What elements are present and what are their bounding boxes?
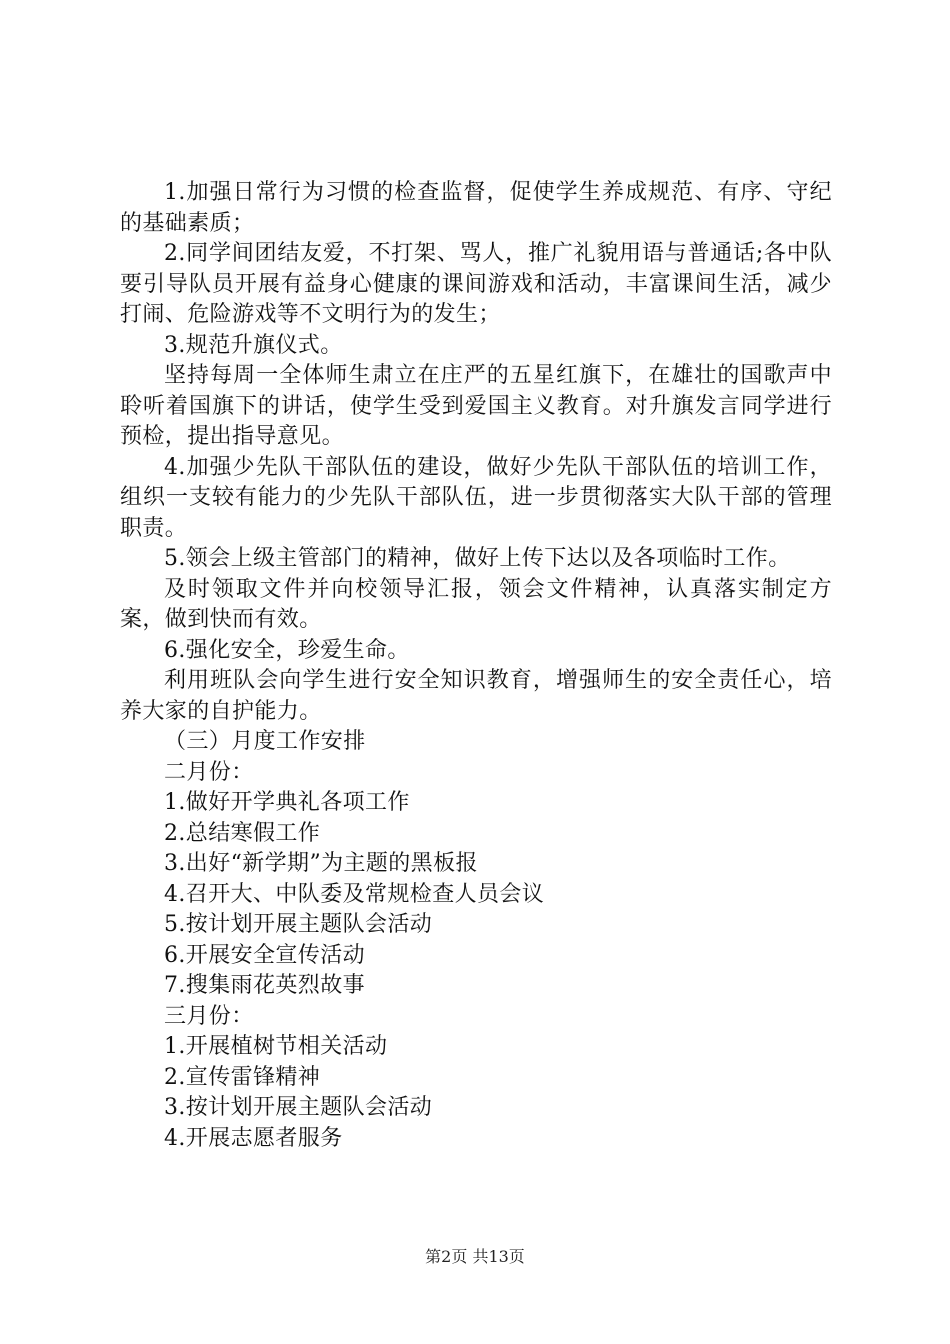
page-number-footer: 第2页 共13页 (425, 1247, 525, 1266)
paragraph-2: 2.同学间团结友爱，不打架、骂人，推广礼貌用语与普通话;各中队要引导队员开展有益身心健康的课间游戏和活动，丰富课间生活，减少打闹、危险游戏等不文明行为的发生； (120, 241, 832, 327)
list-item: 1.做好开学典礼各项工作 (164, 790, 410, 815)
paragraph-7: 及时领取文件并向校领导汇报，领会文件精神，认真落实制定方案，做到快而有效。 (120, 576, 832, 632)
paragraph-3: 3.规范升旗仪式。 (164, 332, 343, 358)
paragraph-6: 5.领会上级主管部门的精神，做好上传下达以及各项临时工作。 (164, 546, 791, 571)
paragraph-4: 坚持每周一全体师生肃立在庄严的五星红旗下，在雄壮的国歌声中聆听着国旗下的讲话，使学生受到爱国主义教育。对升旗发言同学进行预检，提出指导意见。 (120, 363, 832, 449)
list-item: 7.搜集雨花英烈故事 (164, 973, 365, 998)
month-heading-february: 二月份： (164, 759, 254, 785)
month-heading-march: 三月份： (164, 1003, 254, 1029)
list-item: 6.开展安全宣传活动 (164, 942, 365, 968)
list-item: 4.开展志愿者服务 (164, 1125, 343, 1151)
paragraph-9: 利用班队会向学生进行安全知识教育，增强师生的安全责任心，培养大家的自护能力。 (120, 668, 832, 724)
list-item: 2.宣传雷锋精神 (164, 1064, 321, 1090)
list-item: 2.总结寒假工作 (164, 820, 321, 846)
list-item: 3.按计划开展主题队会活动 (164, 1095, 433, 1120)
list-item: 4.召开大、中队委及常规检查人员会议 (164, 881, 545, 907)
document-body (120, 178, 832, 1154)
paragraph-5: 4.加强少先队干部队伍的建设，做好少先队干部队伍的培训工作，组织一支较有能力的少先队干部队伍，进一步贯彻落实大队干部的管理职责。 (120, 454, 832, 541)
list-item: 1.开展植树节相关活动 (164, 1034, 388, 1059)
paragraph-8: 6.强化安全，珍爱生命。 (164, 637, 410, 663)
section-heading-monthly-plan: （三）月度工作安排 (164, 729, 366, 754)
list-item: 5.按计划开展主题队会活动 (164, 912, 433, 937)
paragraph-1: 1.加强日常行为习惯的检查监督，促使学生养成规范、有序、守纪的基础素质； (120, 180, 832, 236)
list-item: 3.出好“新学期”为主题的黑板报 (164, 851, 478, 876)
